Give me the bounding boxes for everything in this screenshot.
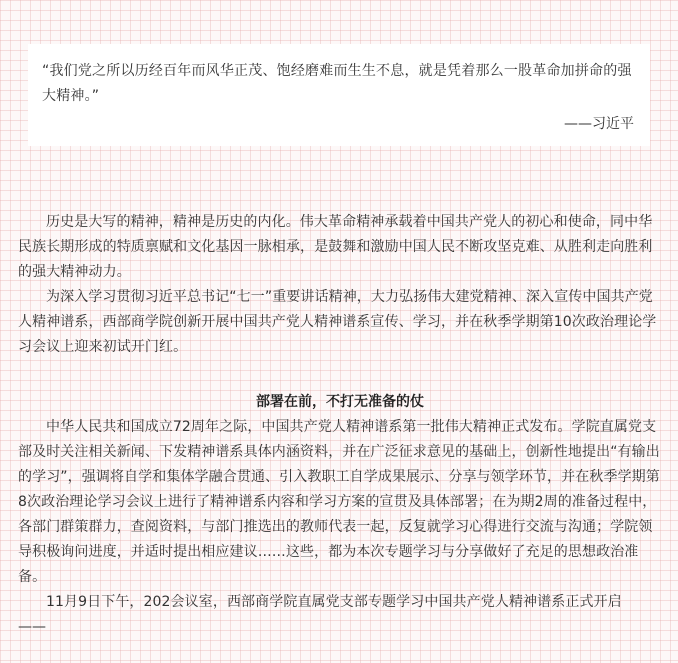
article-body: [18, 210, 662, 640]
trailing-dash: ——: [18, 619, 46, 635]
intro-paragraph-1: 历史是大写的精神，精神是历史的内化。伟大革命精神承载着中国共产党人的初心和使命，同中华民族长期形成的特质禀赋和文化基因一脉相承，是鼓舞和激励中国人民不断攻坚克难、从胜利走向胜利的强大精神动力。: [18, 214, 653, 280]
section-paragraph-1: 中华人民共和国成立72周年之际，中国共产党人精神谱系第一批伟大精神正式发布。学院直属党支部及时关注相关新闻、下发精神谱系具体内涵资料，并在广泛征求意见的基础上，创新性地提出“有输出的学习”，强调将自学和集体学融合贯通、引入教职工自学成果展示、分享与领学环节，并在秋季学期第8次政治理论学习会议上进行了精神谱系内容和学习方案的宣贯及具体部署；在为期2周的准备过程中，各部门群策群力，查阅资料，与部门推选出的教师代表一起，反复就学习心得进行交流与沟通；学院领导积极询问进度，并适时提出相应建议……这些，都为本次专题学习与分享做好了充足的思想政治准备。: [18, 419, 660, 585]
section-heading: 部署在前，不打无准备的仗: [256, 394, 424, 410]
section-paragraph-2: 11月9日下午，202会议室，西部商学院直属党支部专题学习中国共产党人精神谱系正式开启: [46, 594, 622, 610]
quote-text: “我们党之所以历经百年而风华正茂、饱经磨难而生生不息，就是凭着那么一股革命加拼命的强大精神。”: [42, 63, 632, 104]
intro-paragraph-2: 为深入学习贯彻习近平总书记“七一”重要讲话精神，大力弘扬伟大建党精神、深入宣传中国共产党人精神谱系，西部商学院创新开展中国共产党人精神谱系宣传、学习，并在秋季学期第10次政治理论学习会议上迎来初试开门红。: [18, 289, 657, 355]
quote-card: [28, 44, 650, 146]
quote-author: ——习近平: [564, 116, 634, 132]
